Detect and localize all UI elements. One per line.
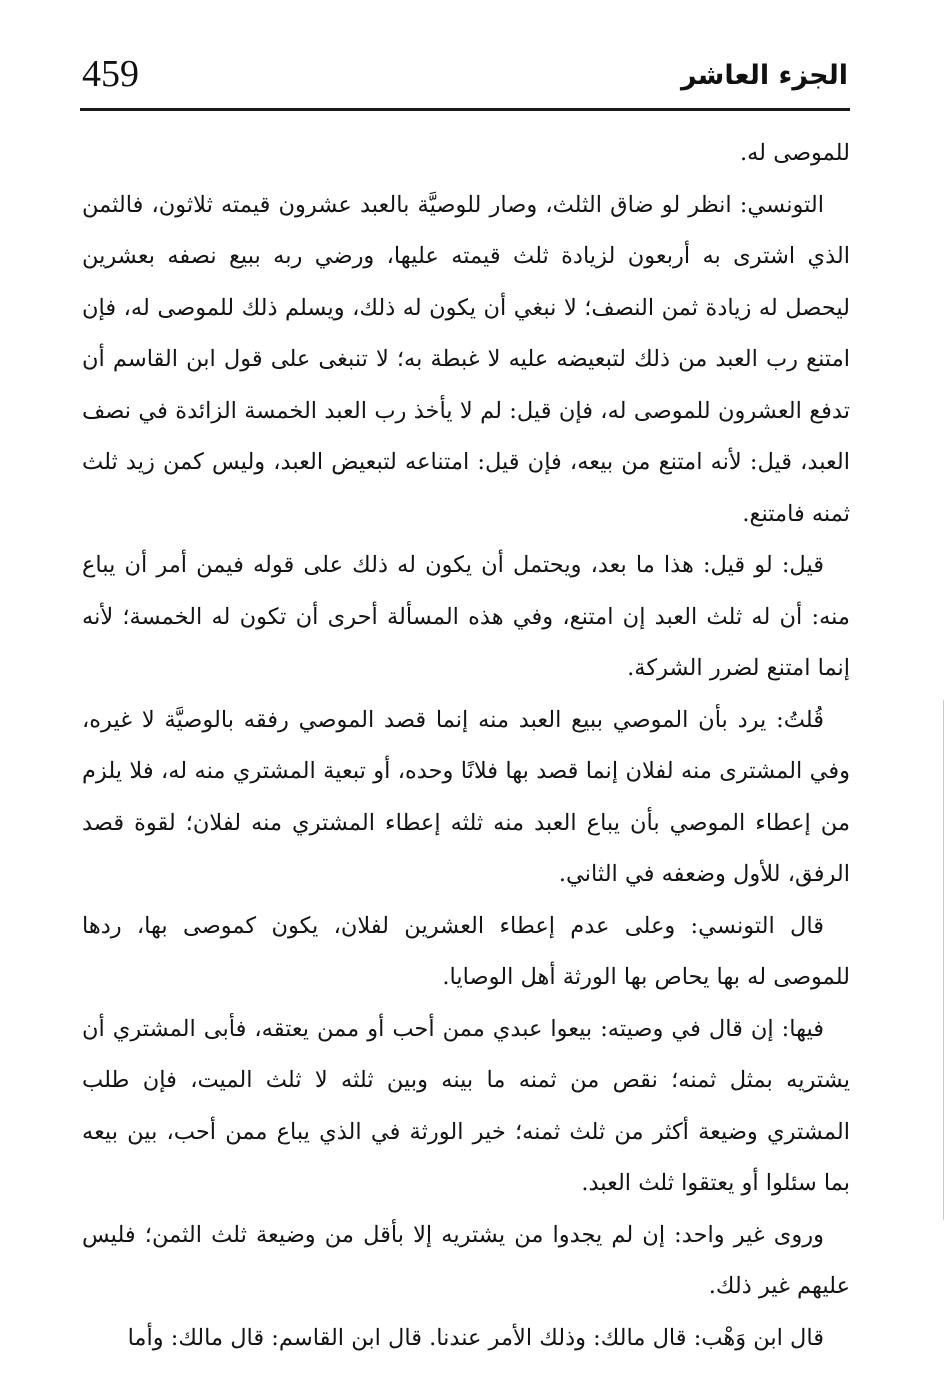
scan-edge-line bbox=[943, 700, 944, 1220]
paragraph: قُلتُ: يرد بأن الموصي ببيع العبد منه إنما قصد الموصي رفقه بالوصيَّة لا غيره، وفي المشترى منه لفلان إنما قصد بها فلانًا وحده، أو تبعية المشتري منه له، فلا يلزم من إعطاء الموصي بأن يباع العبد منه ثلثه إعطاء المشتري منه لفلان؛ لقوة قصد الرفق، للأول وضعفه في الثاني. bbox=[82, 706, 850, 887]
paragraph: قيل: لو قيل: هذا ما بعد، ويحتمل أن يكون له ذلك على قوله فيمن أمر أن يباع منه: أن له ثلث العبد إن امتنع، وفي هذه المسألة أحرى أن تكون له الخمسة؛ لأنه إنما امتنع لضرر الشركة. bbox=[82, 552, 850, 681]
paragraph: التونسي: انظر لو ضاق الثلث، وصار للوصيَّة بالعبد عشرون قيمته ثلاثون، فالثمن الذي اشترى به أربعون لزيادة ثلث قيمته عليها، ورضي ربه ببيع نصفه بعشرين ليحصل له زيادة ثمن النصف؛ لا نبغي أن يكون له ذلك، ويسلم ذلك للموصى له، فإن امتنع رب العبد من ذلك لتبعيضه عليه لا غبطة به؛ لا تنبغى على قول ابن القاسم أن تدفع العشرون للموصى له، فإن قيل: لم لا يأخذ رب العبد الخمسة الزائدة في نصف العبد، قيل: لأنه امتنع من بيعه، فإن قيل: امتناعه لتبعيض العبد، وليس كمن زيد ثلث ثمنه فامتنع. bbox=[82, 191, 850, 527]
running-title: الجزء العاشر bbox=[681, 60, 848, 91]
paragraph: فيها: إن قال في وصيته: بيعوا عبدي ممن أحب أو ممن يعتقه، فأبى المشتري أن يشتريه بمثل ثمنه؛ نقص من ثمنه ما بينه وبين ثلثه لا ثلث الميت، فإن طلب المشتري وضيعة أكثر من ثلث ثمنه؛ خير الورثة في الذي يباع ممن أحب، بين بيعه بما سئلوا أو يعتقوا ثلث العبد. bbox=[82, 1015, 850, 1196]
page-number: 459 bbox=[82, 53, 139, 95]
body-text bbox=[82, 128, 850, 1364]
paragraph: للموصى له. bbox=[739, 140, 850, 166]
paragraph: وروى غير واحد: إن لم يجدوا من يشتريه إلا بأقل من وضيعة ثلث الثمن؛ فليس عليهم غير ذلك. bbox=[82, 1221, 850, 1299]
page-header bbox=[82, 50, 848, 98]
paragraph: قال ابن وَهْب: قال مالك: وذلك الأمر عندنا. قال ابن القاسم: قال مالك: وأما bbox=[127, 1324, 824, 1351]
header-rule bbox=[80, 108, 850, 111]
paragraph: قال التونسي: وعلى عدم إعطاء العشرين لفلان، يكون كموصى بها، ردها للموصى له بها يحاص بها الورثة أهل الوصايا. bbox=[82, 912, 850, 990]
